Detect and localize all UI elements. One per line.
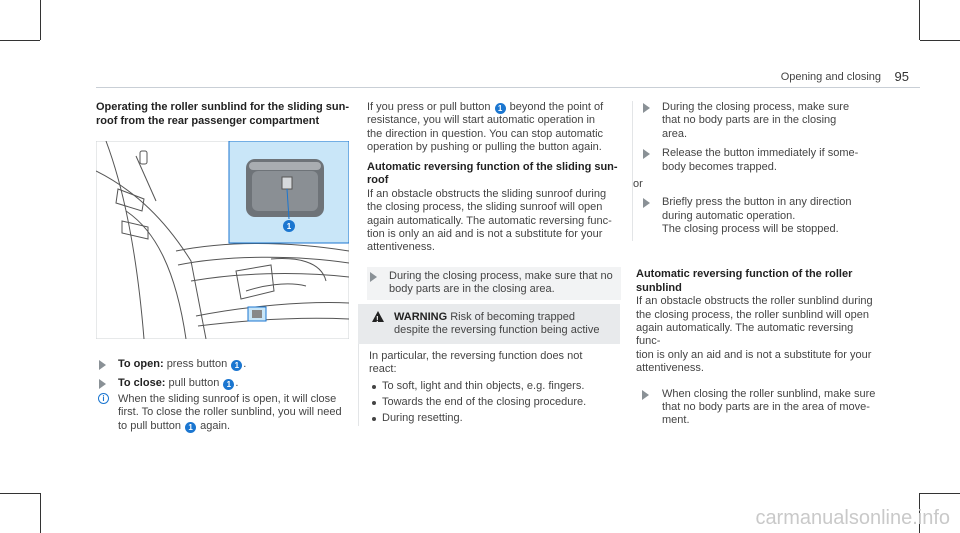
crop-mark xyxy=(920,40,960,41)
crop-mark xyxy=(0,493,40,494)
header-rule xyxy=(96,87,920,88)
warning-label: WARNING xyxy=(394,311,448,323)
running-header-title: Opening and closing xyxy=(780,71,881,83)
step-open: To open: press button 1 . xyxy=(96,358,356,371)
warning-intro: In particular, the reversing function does not react: xyxy=(369,349,583,376)
right-column xyxy=(633,101,870,237)
callout-badge: 1 xyxy=(223,379,234,390)
step-arrow-icon xyxy=(643,149,650,159)
intro-paragraph: If you press or pull button 1 beyond the point of resistance, you will start automatic operation in the direction in question. You can stop automatic operation by pushing or pulling the button again. xyxy=(367,101,604,154)
step-closing-process: During the closing process, make sure that no body parts are in the closing area. xyxy=(640,101,870,141)
sunroof-reversing-paragraph: If an obstacle obstructs the sliding sunroof during the closing process, the sliding sunroof will open again automatically. The automatic reversing func- tion is only an aid and is not a substitute for your attentiveness. xyxy=(367,187,612,254)
step-close: To close: pull button 1 . xyxy=(96,377,356,390)
sunblind-reversing-paragraph: If an obstacle obstructs the roller sunblind during the closing process, the roller sunblind will open again automatically. The automatic reversing func- tion is only an aid and is not a substitute for your attentiveness. xyxy=(636,295,873,375)
step-arrow-icon xyxy=(642,390,649,400)
right-column-lower xyxy=(636,268,876,428)
door-panel-illustration xyxy=(96,141,349,339)
warning-bullet: During resetting. xyxy=(369,412,612,425)
subheading-sunroof-reversing: Automatic reversing function of the sliding sun- roof xyxy=(367,160,618,187)
info-note: i When the sliding sunroof is open, it will close first. To close the roller sunblind, you will need to pull button 1 again. xyxy=(96,393,356,433)
step-arrow-icon xyxy=(643,103,650,113)
section-heading: Operating the roller sunblind for the sliding sun- roof from the rear passenger compartment xyxy=(96,101,350,127)
crop-mark xyxy=(0,40,40,41)
column-divider xyxy=(632,101,633,241)
warning-body xyxy=(358,344,620,426)
step-arrow-icon xyxy=(99,379,106,389)
warning-bullet: Towards the end of the closing procedure. xyxy=(369,396,612,409)
warning-triangle-icon: ! xyxy=(372,311,384,322)
crop-mark xyxy=(919,0,920,40)
or-separator: or xyxy=(633,178,643,191)
crop-mark xyxy=(920,493,960,494)
step-arrow-icon xyxy=(370,272,377,282)
left-column xyxy=(96,101,351,128)
warning-header: ! WARNING Risk of becoming trapped despite the reversing function being active xyxy=(358,304,620,344)
crop-mark xyxy=(40,493,41,533)
page-number: 95 xyxy=(894,69,909,84)
callout-badge: 1 xyxy=(231,360,242,371)
warning-box xyxy=(358,304,620,425)
info-icon: i xyxy=(98,393,109,404)
warning-bullet: To soft, light and thin objects, e.g. fingers. xyxy=(369,380,612,393)
step-arrow-icon xyxy=(643,198,650,208)
step-brief-press: Briefly press the button in any direction during automatic operation. The closing process will be stopped. xyxy=(640,196,870,236)
left-instructions xyxy=(96,358,356,433)
step-closing-area: During the closing process, make sure that no body parts are in the closing area. xyxy=(367,267,621,300)
step-arrow-icon xyxy=(99,360,106,370)
subheading-sunblind-reversing: Automatic reversing function of the roller sunblind xyxy=(636,268,853,294)
step-release-button: Release the button immediately if some- body becomes trapped. xyxy=(640,147,870,174)
callout-number: 1 xyxy=(286,222,292,231)
step-move-area: When closing the roller sunblind, make sure that no body parts are in the area of move- ment. xyxy=(636,388,876,428)
footer-watermark: carmanualsonline.info xyxy=(755,507,950,529)
crop-mark xyxy=(40,0,41,40)
callout-badge: 1 xyxy=(185,422,196,433)
callout-badge: 1 xyxy=(495,103,506,114)
middle-column xyxy=(367,101,625,300)
